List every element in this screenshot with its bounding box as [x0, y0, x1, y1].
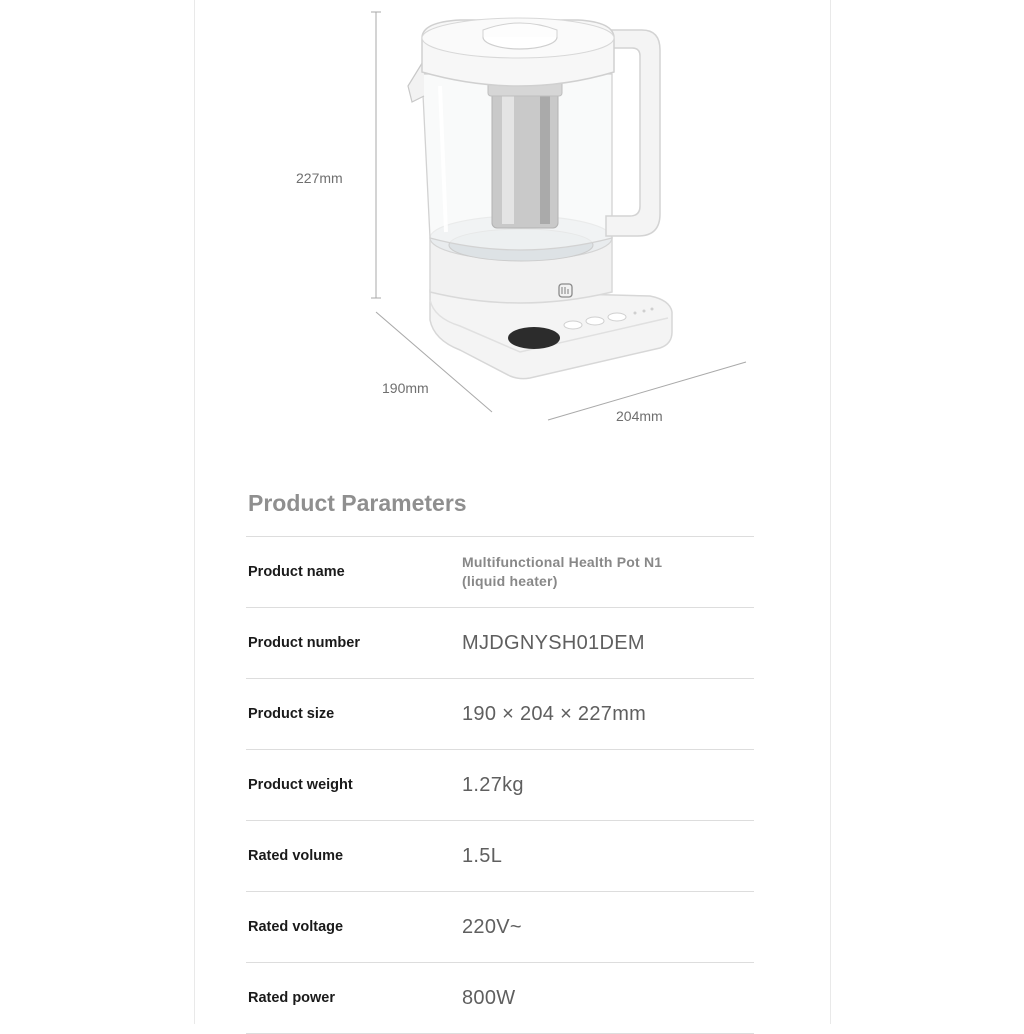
param-value: 1.27kg [462, 773, 524, 796]
param-label: Product size [248, 706, 335, 722]
param-label: Product number [248, 635, 360, 651]
param-value: 190 × 204 × 227mm [462, 702, 647, 725]
table-row [246, 749, 754, 820]
param-value: MJDGNYSH01DEM [462, 631, 645, 654]
param-label: Rated power [248, 990, 336, 1006]
param-value: 1.5L [462, 844, 503, 867]
product-name-line: Multifunctional Health Pot N1 [462, 554, 663, 570]
table-row [246, 891, 754, 962]
table-row [246, 962, 754, 1034]
table-row [246, 820, 754, 891]
param-label: Rated voltage [248, 919, 344, 935]
param-value [462, 537, 662, 607]
table-row [246, 607, 754, 678]
parameters-table [246, 536, 754, 1034]
table-row [246, 678, 754, 749]
param-value: 220V~ [462, 915, 522, 938]
width-dimension-label: 204mm [616, 408, 663, 424]
depth-dimension-label: 190mm [382, 380, 429, 396]
height-dimension-line [371, 12, 381, 298]
param-value: 800W [462, 986, 516, 1009]
param-label: Rated volume [248, 848, 344, 864]
product-name-subtitle: (liquid heater) [462, 573, 558, 589]
section-title: Product Parameters [248, 490, 467, 516]
param-label: Product name [248, 564, 345, 580]
table-row [246, 536, 754, 607]
kettle-illustration [0, 0, 1024, 460]
param-label: Product weight [248, 777, 353, 793]
display-panel [508, 327, 560, 349]
height-dimension-label: 227mm [296, 170, 343, 186]
product-figure [0, 0, 1024, 460]
